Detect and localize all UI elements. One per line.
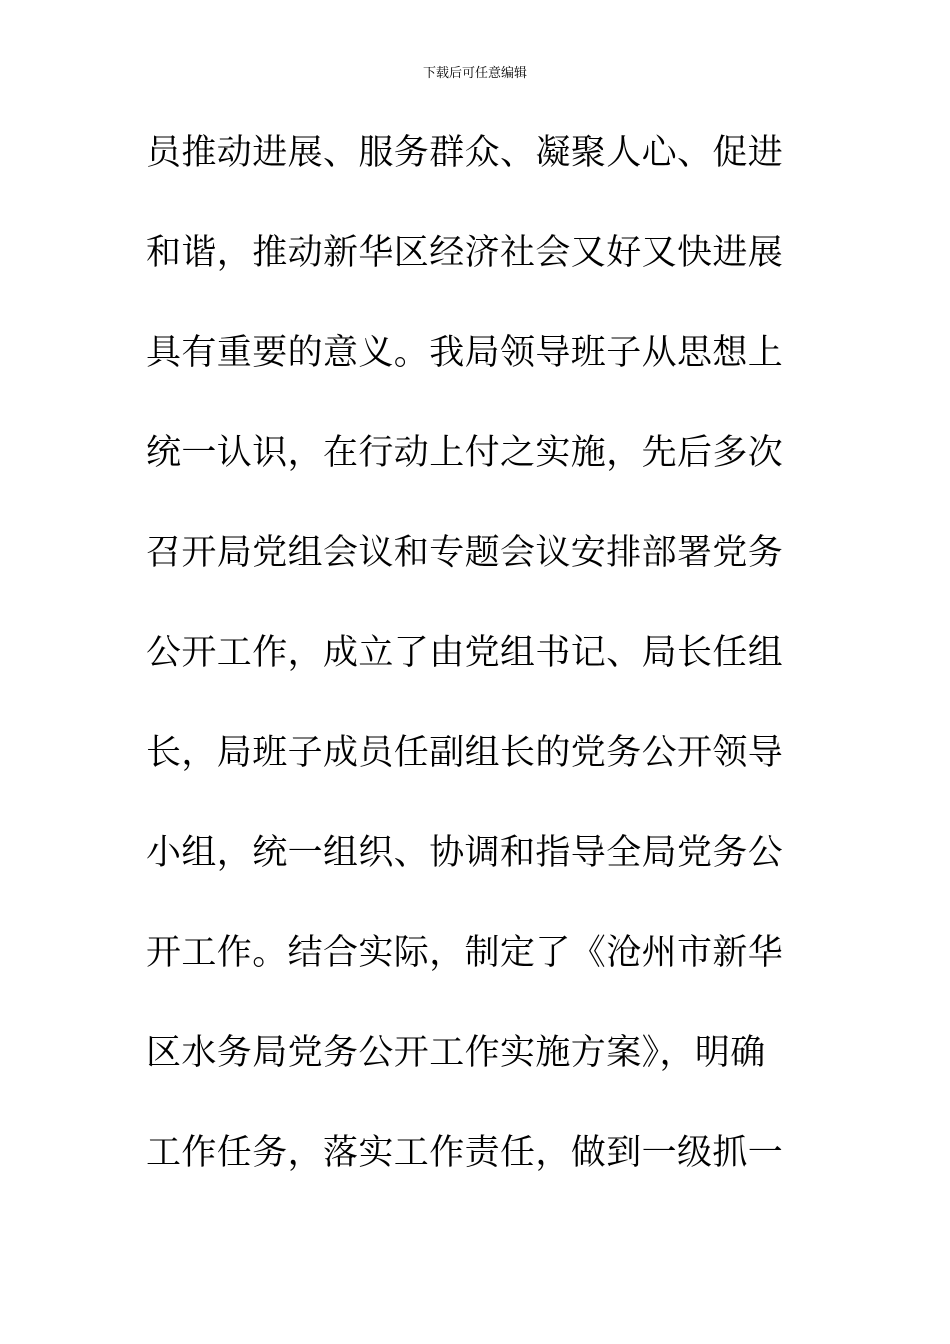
text-line-2: 和谐，推动新华区经济社会又好又快进展 [146, 233, 784, 273]
text-line-3: 具有重要的意义。我局领导班子从思想上 [146, 333, 784, 373]
text-line-8: 小组，统一组织、协调和指导全局党务公 [146, 833, 784, 873]
text-line-11: 工作任务，落实工作责任，做到一级抓一 [146, 1133, 784, 1173]
text-line-1: 员推动进展、服务群众、凝聚人心、促进 [146, 133, 784, 173]
text-line-9: 开工作。结合实际，制定了《沧州市新华 [146, 933, 784, 973]
text-line-5: 召开局党组会议和专题会议安排部署党务 [146, 533, 784, 573]
text-line-6: 公开工作，成立了由党组书记、局长任组 [146, 633, 784, 673]
text-line-7: 长，局班子成员任副组长的党务公开领导 [146, 733, 784, 773]
page-header: 下载后可任意编辑 [422, 66, 527, 81]
body-text [146, 126, 786, 1226]
text-line-4: 统一认识，在行动上付之实施，先后多次 [146, 433, 784, 473]
text-line-10: 区水务局党务公开工作实施方案》，明确 [146, 1033, 766, 1073]
